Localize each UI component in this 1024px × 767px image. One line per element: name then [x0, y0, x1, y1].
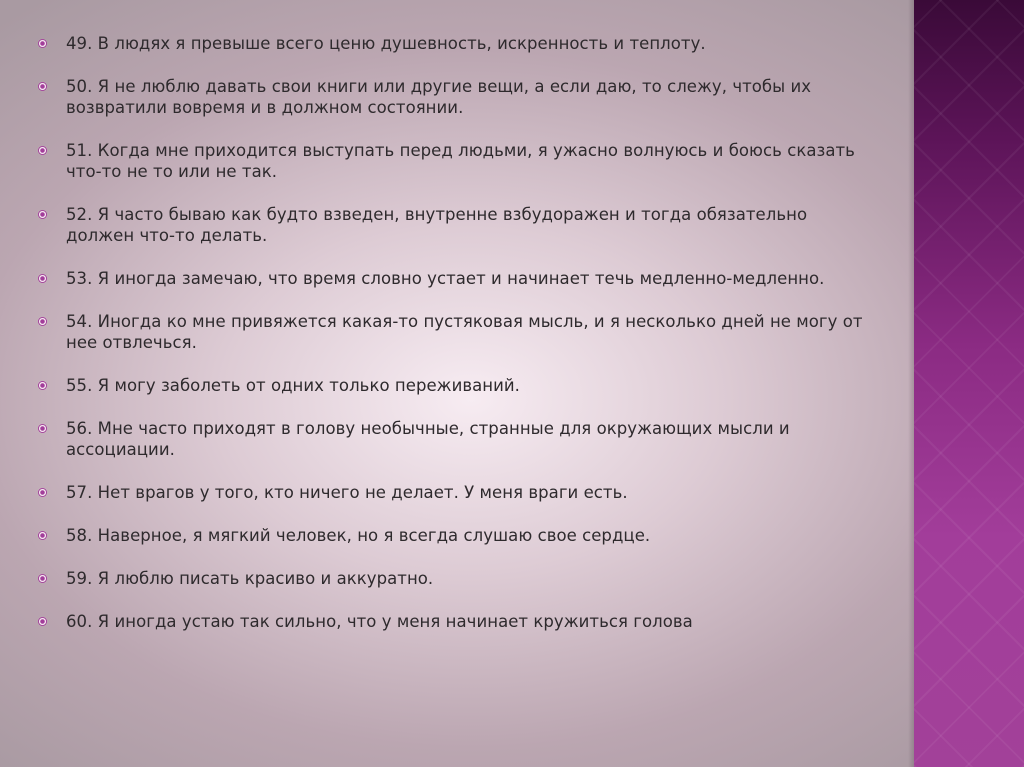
list-item-text: 57. Нет врагов у того, кто ничего не делает. У меня враги есть.	[66, 483, 628, 502]
list-item	[36, 76, 866, 118]
list-item-text: 52. Я часто бываю как будто взведен, внутренне взбудоражен и тогда обязательно должен что-то делать.	[66, 205, 808, 245]
circle-bullet-icon	[38, 531, 47, 540]
circle-bullet-icon	[38, 317, 47, 326]
list-item	[36, 568, 866, 589]
decorative-side-band	[914, 0, 1024, 767]
list-item-text: 58. Наверное, я мягкий человек, но я всегда слушаю свое сердце.	[66, 526, 651, 545]
list-item	[36, 268, 866, 289]
list-item	[36, 418, 866, 460]
circle-bullet-icon	[38, 39, 47, 48]
bullet-list	[36, 33, 866, 632]
list-item-text: 51. Когда мне приходится выступать перед людьми, я ужасно волнуюсь и боюсь сказать что-то не то или не так.	[66, 141, 855, 181]
list-item	[36, 525, 866, 546]
list-item	[36, 611, 866, 632]
circle-bullet-icon	[38, 274, 47, 283]
circle-bullet-icon	[38, 381, 47, 390]
list-item-text: 60. Я иногда устаю так сильно, что у меня начинает кружиться голова	[66, 612, 693, 631]
circle-bullet-icon	[38, 574, 47, 583]
list-item	[36, 375, 866, 396]
circle-bullet-icon	[38, 210, 47, 219]
circle-bullet-icon	[38, 146, 47, 155]
list-item-text: 54. Иногда ко мне привяжется какая-то пустяковая мысль, и я несколько дней не могу от нее отвлечься.	[66, 312, 863, 352]
list-item	[36, 204, 866, 246]
list-item-text: 56. Мне часто приходят в голову необычные, странные для окружающих мысли и ассоциации.	[66, 419, 790, 459]
list-item	[36, 482, 866, 503]
list-item-text: 49. В людях я превыше всего ценю душевность, искренность и теплоту.	[66, 34, 706, 53]
list-item-text: 50. Я не люблю давать свои книги или другие вещи, а если даю, то слежу, чтобы их возвратили вовремя и в должном состоянии.	[66, 77, 812, 117]
circle-bullet-icon	[38, 617, 47, 626]
circle-bullet-icon	[38, 488, 47, 497]
list-item	[36, 140, 866, 182]
list-item	[36, 311, 866, 353]
list-item-text: 53. Я иногда замечаю, что время словно устает и начинает течь медленно-медленно.	[66, 269, 825, 288]
circle-bullet-icon	[38, 82, 47, 91]
list-item-text: 55. Я могу заболеть от одних только переживаний.	[66, 376, 520, 395]
list-item	[36, 33, 866, 54]
circle-bullet-icon	[38, 424, 47, 433]
list-item-text: 59. Я люблю писать красиво и аккуратно.	[66, 569, 434, 588]
